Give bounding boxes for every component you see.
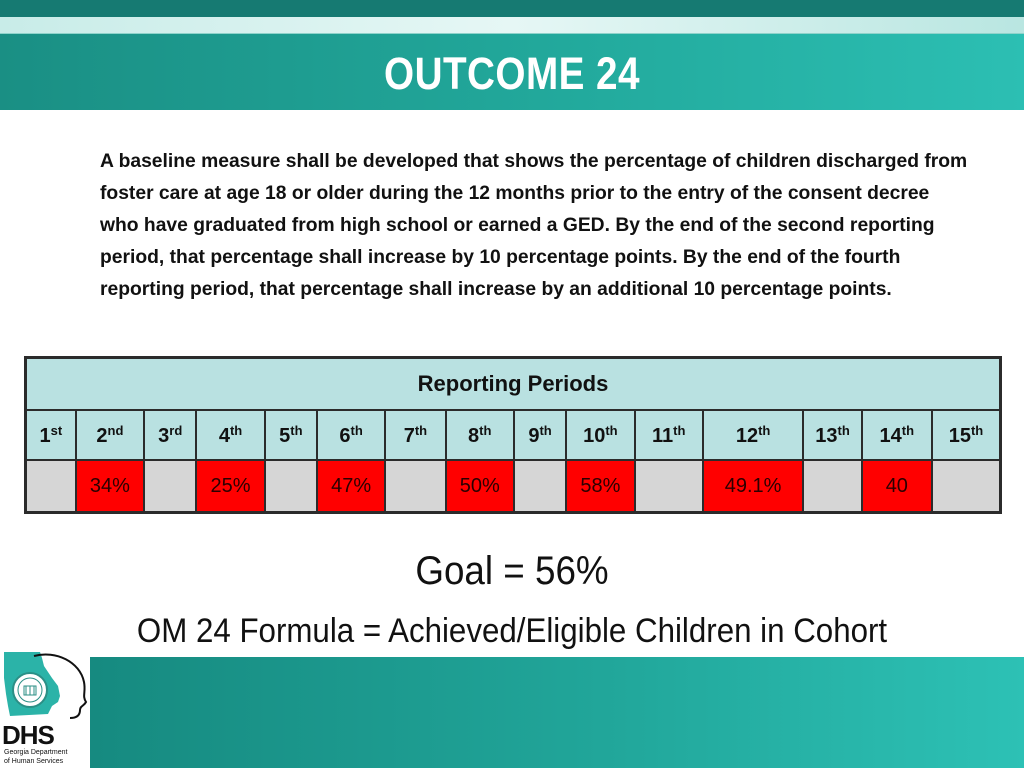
period-ordinal-cell <box>196 410 264 460</box>
footer-banner <box>90 657 1024 768</box>
period-suffix: rd <box>169 422 183 438</box>
period-ordinal-cell <box>265 410 317 460</box>
period-ordinal-cell <box>144 410 196 460</box>
period-value-cell <box>803 460 861 513</box>
period-ordinal-cell <box>317 410 385 460</box>
period-ordinal-row <box>26 410 1001 460</box>
period-suffix: nd <box>107 422 124 438</box>
period-suffix: st <box>50 422 63 438</box>
period-suffix: th <box>673 422 686 438</box>
period-value-cell: 58% <box>566 460 634 513</box>
period-value-cell <box>385 460 445 513</box>
period-ordinal-cell <box>803 410 861 460</box>
period-value-cell: 25% <box>196 460 264 513</box>
period-number: 8 <box>468 424 480 447</box>
period-ordinal-cell <box>566 410 634 460</box>
period-suffix: th <box>350 422 363 438</box>
outcome-description: A baseline measure shall be developed that shows the percentage of children discharged from foster care at age 18 or older during the 12 months prior to the entry of the consent decree who have graduated from high school or earned a GED. By the end of the second reporting period, that percentage shall increase by 10 percentage points. By the end of the fourth reporting period, that percentage shall increase by an additional 10 percentage points. <box>100 151 968 300</box>
logo-subtitle-line1: Georgia Department <box>4 749 68 756</box>
period-number: 11 <box>651 424 674 447</box>
period-value-cell: 50% <box>446 460 514 513</box>
period-suffix: th <box>970 422 984 438</box>
period-value-cell <box>514 460 566 513</box>
period-suffix: th <box>290 422 303 438</box>
period-value-cell: 49.1% <box>703 460 804 513</box>
period-value-cell: 34% <box>76 460 144 513</box>
period-ordinal-cell <box>862 410 932 460</box>
period-suffix: th <box>414 422 428 438</box>
period-value-cell <box>144 460 196 513</box>
period-ordinal-cell <box>635 410 703 460</box>
period-suffix: th <box>837 422 850 438</box>
period-number: 7 <box>403 424 415 447</box>
title-banner-top-stripe <box>0 0 1024 17</box>
formula-text: OM 24 Formula = Achieved/Eligible Children in Cohort <box>136 612 888 650</box>
period-number: 6 <box>339 424 351 447</box>
period-number: 13 <box>815 424 838 447</box>
period-ordinal-cell <box>385 410 445 460</box>
period-ordinal-cell <box>76 410 144 460</box>
period-ordinal-cell <box>703 410 804 460</box>
period-number: 15 <box>948 424 971 447</box>
dhs-logo-text: DHS <box>2 720 54 750</box>
slide-title: OUTCOME 24 <box>384 48 640 99</box>
period-number: 3 <box>158 424 170 447</box>
period-number: 9 <box>528 424 540 447</box>
period-ordinal-cell <box>932 410 1001 460</box>
period-value-cell <box>26 460 76 513</box>
period-value-cell: 40 <box>862 460 932 513</box>
period-number: 12 <box>735 424 759 447</box>
period-number: 14 <box>879 424 902 447</box>
logo-subtitle-line2: of Human Services <box>4 758 64 765</box>
period-suffix: th <box>229 422 243 438</box>
title-banner-light-stripe <box>0 17 1024 34</box>
goal-text: Goal = 56% <box>415 549 609 593</box>
period-number: 10 <box>583 424 606 447</box>
period-value-row <box>26 460 1001 513</box>
table-header: Reporting Periods <box>26 358 1001 411</box>
period-ordinal-cell <box>514 410 566 460</box>
period-value-cell <box>265 460 317 513</box>
period-number: 2 <box>96 424 108 447</box>
period-suffix: th <box>605 422 618 438</box>
period-ordinal-cell <box>26 410 76 460</box>
dhs-logo-subtitle <box>4 748 84 766</box>
period-number: 4 <box>218 424 230 447</box>
period-suffix: th <box>758 422 771 438</box>
period-suffix: th <box>479 422 492 438</box>
reporting-periods-table <box>24 356 1002 514</box>
period-value-cell <box>635 460 703 513</box>
period-number: 1 <box>39 424 51 447</box>
period-ordinal-cell <box>446 410 514 460</box>
period-number: 5 <box>279 424 291 447</box>
period-suffix: th <box>901 422 915 438</box>
period-value-cell: 47% <box>317 460 385 513</box>
period-value-cell <box>932 460 1001 513</box>
period-suffix: th <box>539 422 552 438</box>
